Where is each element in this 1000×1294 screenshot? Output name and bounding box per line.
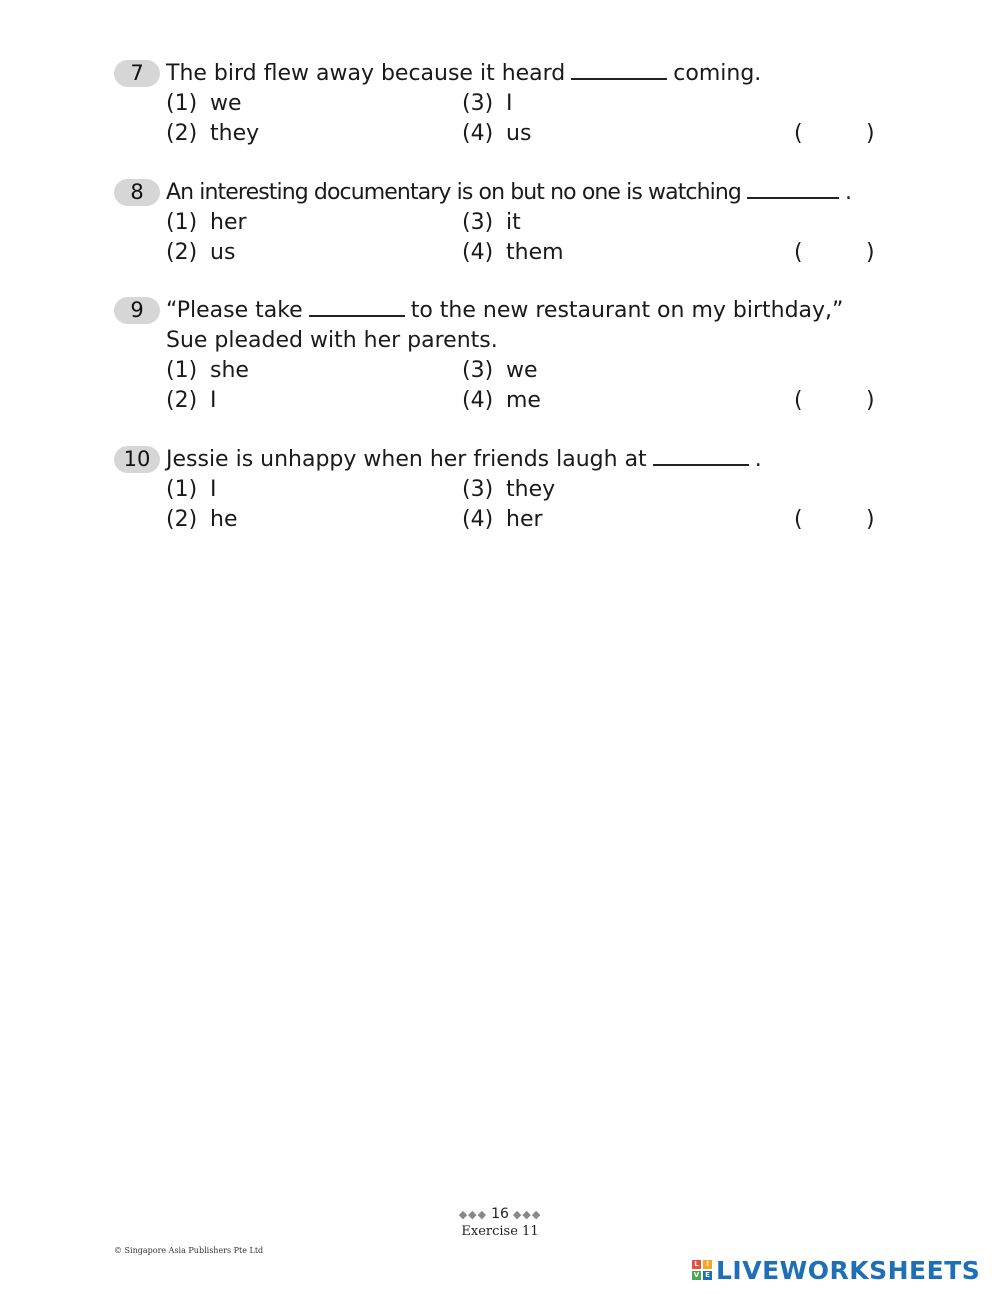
- question-number-badge: 9: [114, 297, 160, 324]
- option-4: (4) them: [462, 240, 564, 265]
- copyright-notice: © Singapore Asia Publishers Pte Ltd: [114, 1246, 264, 1255]
- answer-paren-open: (: [794, 388, 803, 413]
- answer-blank: [653, 446, 749, 466]
- option-4: (4) her: [462, 507, 543, 532]
- option-2: (2) they: [166, 121, 260, 146]
- liveworksheets-logo[interactable]: [692, 1254, 980, 1286]
- question-stem-line2: Sue pleaded with her parents.: [166, 328, 498, 353]
- answer-blank: [747, 179, 839, 199]
- ornament-left: ◆◆◆: [458, 1208, 488, 1221]
- option-1: (1) we: [166, 91, 242, 116]
- option-1: (1) I: [166, 477, 217, 502]
- answer-blank: [571, 60, 667, 80]
- logo-mark-icon: [692, 1260, 712, 1280]
- question-number-badge: 7: [114, 60, 160, 87]
- logo-letter: I: [703, 1260, 712, 1269]
- question-number-badge: 8: [114, 179, 160, 206]
- page-number: 16: [491, 1206, 509, 1222]
- answer-paren-open: (: [794, 240, 803, 265]
- answer-paren-open: (: [794, 507, 803, 532]
- option-4: (4) me: [462, 388, 541, 413]
- option-2: (2) I: [166, 388, 217, 413]
- option-2: (2) us: [166, 240, 236, 265]
- logo-letter: E: [703, 1271, 712, 1280]
- logo-text: LIVEWORKSHEETS: [716, 1255, 981, 1285]
- answer-blank: [309, 297, 405, 317]
- logo-letter: L: [692, 1260, 701, 1269]
- answer-paren-close: ): [866, 388, 875, 413]
- option-3: (3) we: [462, 358, 538, 383]
- answer-paren-close: ): [866, 240, 875, 265]
- option-3: (3) I: [462, 91, 513, 116]
- question-stem: An interesting documentary is on but no one is watching .: [166, 180, 852, 205]
- answer-paren-close: ): [866, 507, 875, 532]
- option-1: (1) her: [166, 210, 247, 235]
- exercise-label: Exercise 11: [461, 1224, 539, 1239]
- answer-paren-close: ): [866, 121, 875, 146]
- page-number-line: [0, 1206, 1000, 1222]
- question-number-badge: 10: [114, 446, 160, 473]
- option-2: (2) he: [166, 507, 238, 532]
- option-3: (3) they: [462, 477, 556, 502]
- option-1: (1) she: [166, 358, 249, 383]
- question-stem: Jessie is unhappy when her friends laugh at .: [166, 447, 762, 472]
- ornament-right: ◆◆◆: [512, 1208, 542, 1221]
- option-4: (4) us: [462, 121, 532, 146]
- answer-paren-open: (: [794, 121, 803, 146]
- option-3: (3) it: [462, 210, 521, 235]
- logo-letter: V: [693, 1271, 700, 1279]
- question-stem: The bird flew away because it heard coming.: [166, 61, 762, 86]
- question-stem: “Please take to the new restaurant on my birthday,”: [166, 298, 844, 323]
